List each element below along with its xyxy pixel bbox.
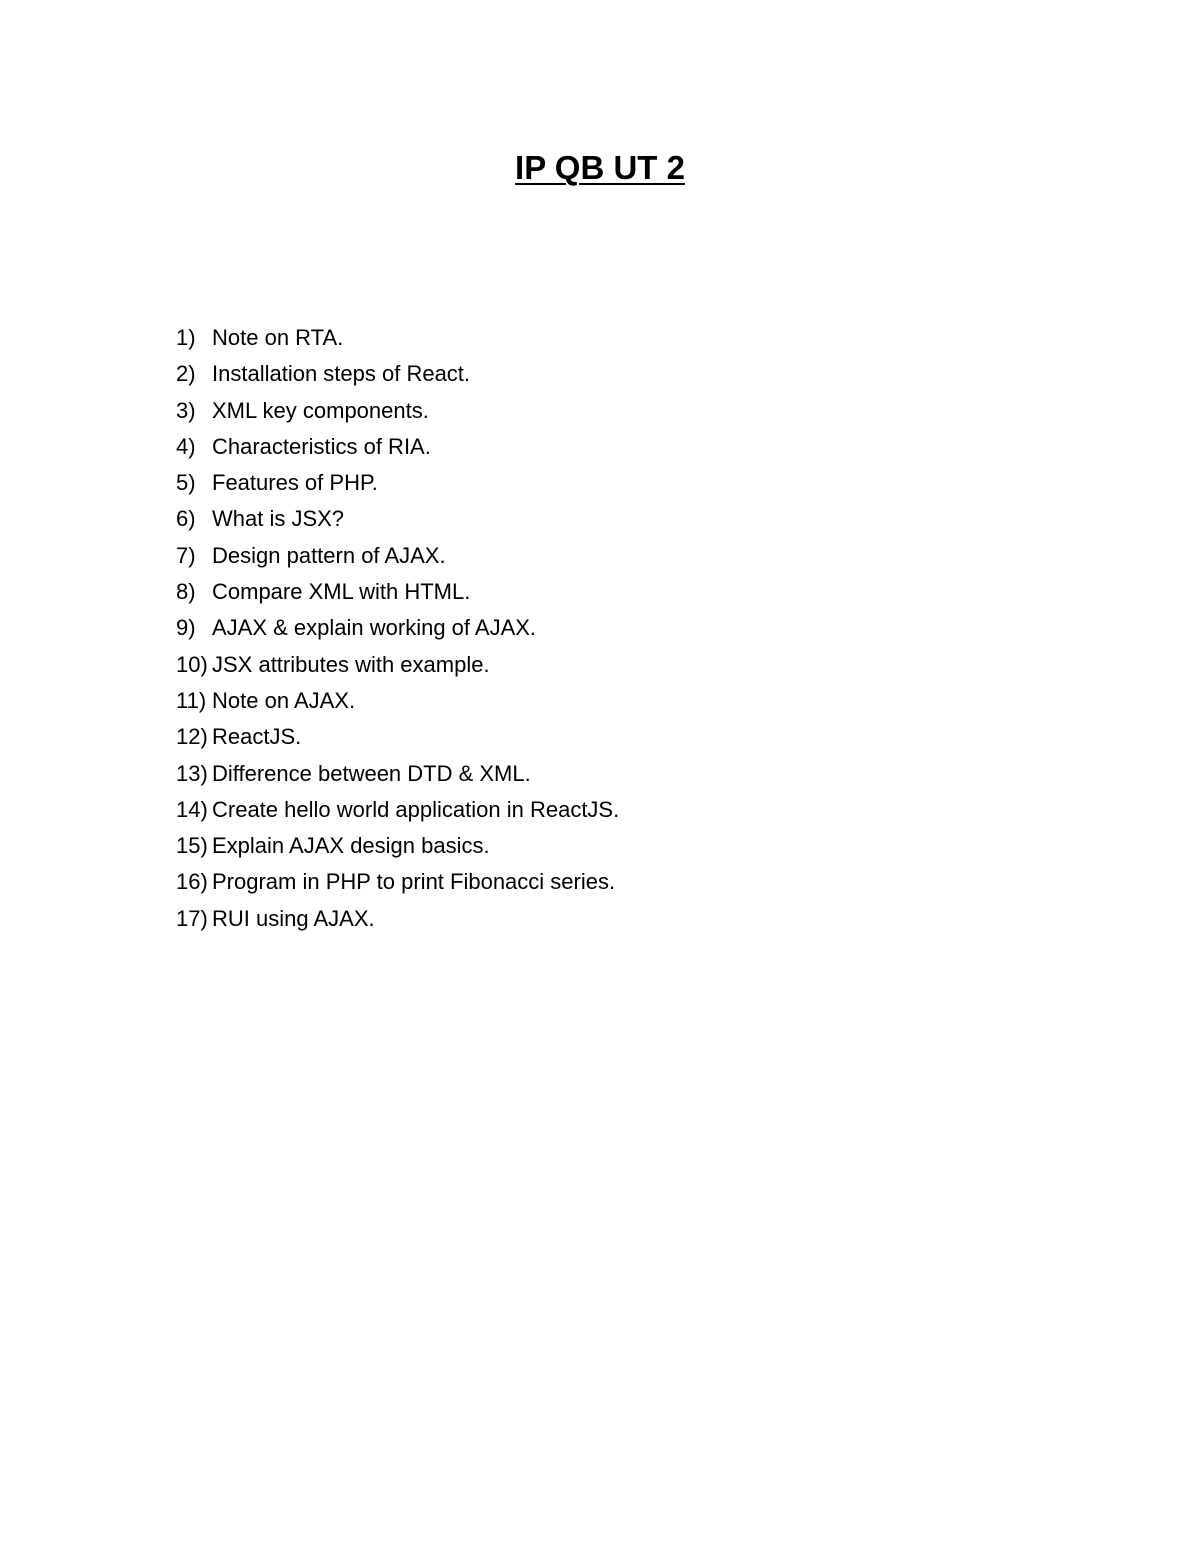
list-item	[176, 864, 619, 900]
question-number: 2)	[176, 361, 196, 387]
page-title-text: IP QB UT 2	[515, 149, 685, 186]
list-item	[176, 356, 619, 392]
question-number: 16)	[176, 869, 208, 895]
question-text: Compare XML with HTML.	[212, 579, 471, 605]
question-number: 14)	[176, 796, 208, 822]
list-item	[176, 501, 619, 537]
question-number: 10)	[176, 651, 208, 677]
question-text: Program in PHP to print Fibonacci series.	[212, 869, 616, 895]
question-text: Note on RTA.	[212, 325, 344, 350]
question-number: 12)	[176, 724, 208, 750]
question-text: What is JSX?	[212, 506, 345, 532]
list-item	[176, 792, 619, 828]
question-text: Design pattern of AJAX.	[212, 542, 446, 568]
question-text: Create hello world application in ReactJS.	[212, 796, 620, 822]
question-list	[176, 320, 619, 937]
question-text: Installation steps of React.	[212, 361, 471, 387]
question-number: 11)	[176, 687, 207, 713]
list-item	[176, 538, 619, 574]
question-number: 8)	[176, 579, 196, 605]
list-item	[176, 719, 619, 755]
question-number: 7)	[176, 542, 196, 568]
question-number: 5)	[176, 470, 196, 496]
question-number: 9)	[176, 615, 196, 641]
question-text: JSX attributes with example.	[212, 651, 490, 677]
question-text: RUI using AJAX.	[212, 905, 375, 931]
list-item	[176, 429, 619, 465]
question-text: Difference between DTD & XML.	[212, 760, 531, 786]
list-item	[176, 610, 619, 646]
list-item	[176, 901, 619, 937]
question-text: Explain AJAX design basics.	[212, 833, 490, 859]
question-text: Note on AJAX.	[212, 687, 356, 713]
list-item	[176, 393, 619, 429]
question-number: 13)	[176, 760, 208, 786]
list-item	[176, 574, 619, 610]
question-number: 15)	[176, 833, 208, 859]
list-item	[176, 683, 619, 719]
question-number: 1)	[176, 325, 196, 350]
list-item	[176, 647, 619, 683]
list-item	[176, 465, 619, 501]
question-text: ReactJS.	[212, 724, 302, 750]
list-item	[176, 756, 619, 792]
question-text: Features of PHP.	[212, 470, 378, 496]
question-text: Characteristics of RIA.	[212, 433, 431, 459]
question-text: AJAX & explain working of AJAX.	[212, 615, 537, 641]
list-item	[176, 828, 619, 864]
list-item	[176, 320, 619, 356]
question-number: 6)	[176, 506, 196, 532]
question-number: 17)	[176, 905, 208, 931]
page-title	[0, 146, 1200, 190]
question-text: XML key components.	[212, 397, 429, 423]
question-number: 3)	[176, 397, 196, 423]
question-number: 4)	[176, 433, 196, 459]
